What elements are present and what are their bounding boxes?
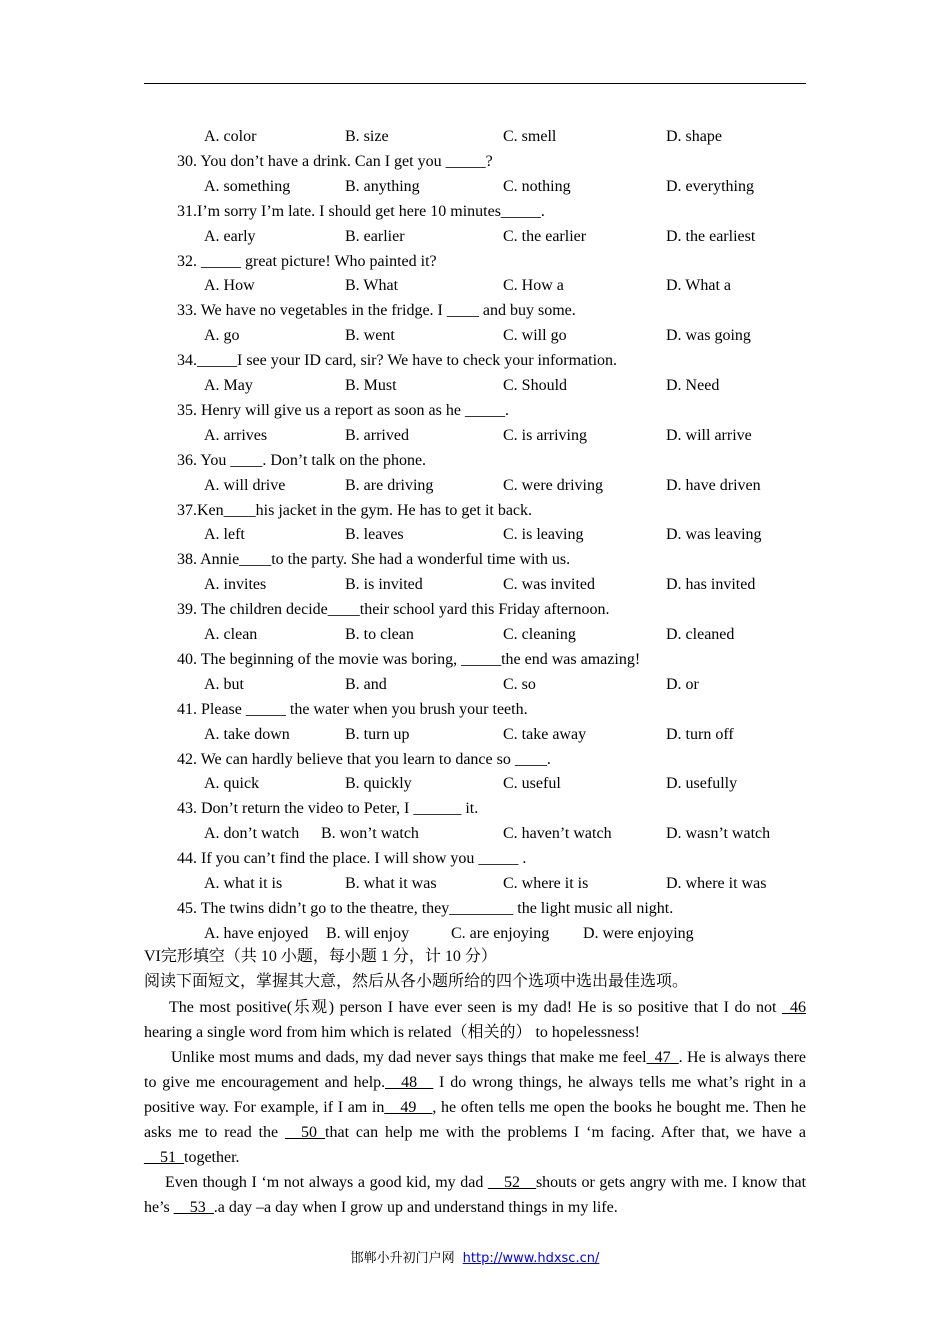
answer-option: D. turn off [666,725,734,743]
answer-option: C. where it is [503,875,589,892]
answer-option: B. what it was [345,875,437,892]
answer-option: C. the earlier [503,227,587,245]
answer-option: A. clean [204,626,258,643]
question-stem: 40. The beginning of the movie was boring, _____the end was amazing! [177,650,641,668]
answer-option: B. What [345,277,399,295]
question-stem: 33. We have no vegetables in the fridge. I ____ and buy some. [177,302,576,320]
answer-option: A. color [204,128,257,145]
answer-option: D. has invited [666,576,756,594]
answer-option: D. were enjoying [583,924,694,942]
passage-paragraph-1: The most positive(乐观) person I have ever seen is my dad! He is so positive that I do not _46 hearing a single word from him which is related（相关的） to hopelessness! [144,999,806,1041]
answer-option: A. take down [204,725,290,743]
question-stem: 38. Annie____to the party. She had a wonderful time with us. [177,551,571,569]
answer-option: A. left [204,526,245,544]
answer-option: A. will drive [204,476,286,494]
answer-option: B. to clean [345,626,414,643]
answer-option: B. are driving [345,476,434,494]
answer-option: C. Should [503,377,568,394]
answer-option: D. usefully [666,775,738,793]
answer-option: D. or [666,675,699,693]
passage-paragraph-3: Even though I ‘m not always a good kid, my dad __52__shouts or gets angry with me. I know that he’s __53_.a day –a day when I grow up and understand things in my life. [144,1174,807,1216]
question-stem: 32. _____ great picture! Who painted it? [177,252,437,270]
footer-link[interactable]: http://www.hdxsc.cn/ [462,1251,600,1266]
question-stem: 45. The twins didn’t go to the theatre, they________ the light music all night. [177,899,674,917]
answer-option: C. smell [503,128,557,145]
answer-option: C. are enjoying [451,924,550,942]
section-title: VI完形填空（共 10 小题，每小题 1 分，计 10 分） [144,948,497,965]
answer-option: B. turn up [345,725,410,743]
answer-option: C. was invited [503,576,595,594]
answer-option: A. don’t watch [204,825,300,843]
answer-option: A. quick [204,775,260,793]
answer-option: C. take away [503,725,587,743]
answer-option: C. How a [503,277,564,295]
answer-option: B. will enjoy [326,924,410,942]
answer-option: C. is leaving [503,526,584,544]
question-stem: 34._____I see your ID card, sir? We have to check your information. [177,352,618,370]
question-stem: 37.Ken____his jacket in the gym. He has to get it back. [177,501,533,519]
answer-option: C. were driving [503,476,603,494]
question-stem: 30. You don’t have a drink. Can I get you _____? [177,152,493,170]
answer-option: B. leaves [345,526,404,544]
answer-option: D. will arrive [666,426,752,444]
answer-option: B. Must [345,377,397,394]
blank-46: _46 [782,999,806,1016]
question-stem: 39. The children decide____their school yard this Friday afternoon. [177,601,610,619]
answer-option: C. so [503,675,536,693]
answer-option: B. size [345,128,389,145]
passage-paragraph-2: Unlike most mums and dads, my dad never says things that make me feel_47_. He is always there to give me encouragement and help.__48__ I do wrong things, he always tells me what’s right in a positive way. For example, if I am in__49__, he often tells me open the books he bought me. Then he asks me to read the __50_that can help me with the problems I ‘m facing. After that, we have a __51_together. [144,1049,807,1166]
question-stem: 36. You ____. Don’t talk on the phone. [177,451,427,469]
answer-option: C. will go [503,327,567,345]
answer-option: B. went [345,327,395,345]
answer-option: A. something [204,177,291,195]
answer-option: B. is invited [345,576,423,594]
blank-50: __50_ [285,1124,326,1141]
answer-option: D. What a [666,277,732,295]
answer-option: A. arrives [204,426,268,444]
blank-49: __49__ [384,1099,433,1116]
question-stem: 43. Don’t return the video to Peter, I ______ it. [177,800,479,818]
blank-52: __52__ [487,1174,536,1191]
answer-option: B. earlier [345,227,405,245]
answer-option: A. but [204,675,244,693]
answer-option: D. cleaned [666,626,735,643]
blank-51: __51_ [144,1149,184,1166]
answer-option: D. everything [666,177,754,195]
answer-option: A. what it is [204,875,283,892]
answer-option: A. May [204,377,253,394]
answer-option: A. invites [204,576,267,594]
blank-47: _47_ [646,1049,679,1066]
answer-option: D. the earliest [666,227,756,245]
question-stem: 42. We can hardly believe that you learn to dance so ____. [177,750,551,768]
answer-option: D. where it was [666,875,767,892]
answer-option: D. was going [666,327,751,345]
blank-53: __53_ [173,1199,214,1216]
answer-option: D. Need [666,377,720,394]
answer-option: A. early [204,227,256,245]
answer-option: C. haven’t watch [503,825,612,843]
section-instruction: 阅读下面短文，掌握其大意，然后从各小题所给的四个选项中选出最佳选项。 [144,973,689,990]
question-stem: 35. Henry will give us a report as soon as he _____. [177,401,509,419]
blank-48: __48__ [385,1074,434,1091]
question-stem: 44. If you can’t find the place. I will show you _____ . [177,850,527,868]
answer-option: C. useful [503,775,561,793]
answer-option: C. is arriving [503,426,587,444]
answer-option: A. go [204,327,240,345]
question-stem: 41. Please _____ the water when you brush your teeth. [177,700,528,718]
answer-option: D. wasn’t watch [666,825,771,843]
question-stem: 31.I’m sorry I’m late. I should get here 10 minutes_____. [177,202,545,220]
page-footer [0,1247,950,1266]
answer-option: A. How [204,277,255,295]
answer-option: B. quickly [345,775,412,793]
answer-option: A. have enjoyed [204,924,309,942]
answer-option: C. nothing [503,177,571,195]
answer-option: D. was leaving [666,526,762,544]
answer-option: D. shape [666,128,722,145]
answer-option: B. arrived [345,426,409,444]
header-rule [144,83,806,84]
answer-option: B. and [345,675,387,693]
answer-option: B. won’t watch [321,825,419,843]
answer-option: D. have driven [666,476,761,494]
footer-site-name: 邯郸小升初门户网 [350,1251,455,1266]
answer-option: C. cleaning [503,626,576,643]
answer-option: B. anything [345,177,420,195]
